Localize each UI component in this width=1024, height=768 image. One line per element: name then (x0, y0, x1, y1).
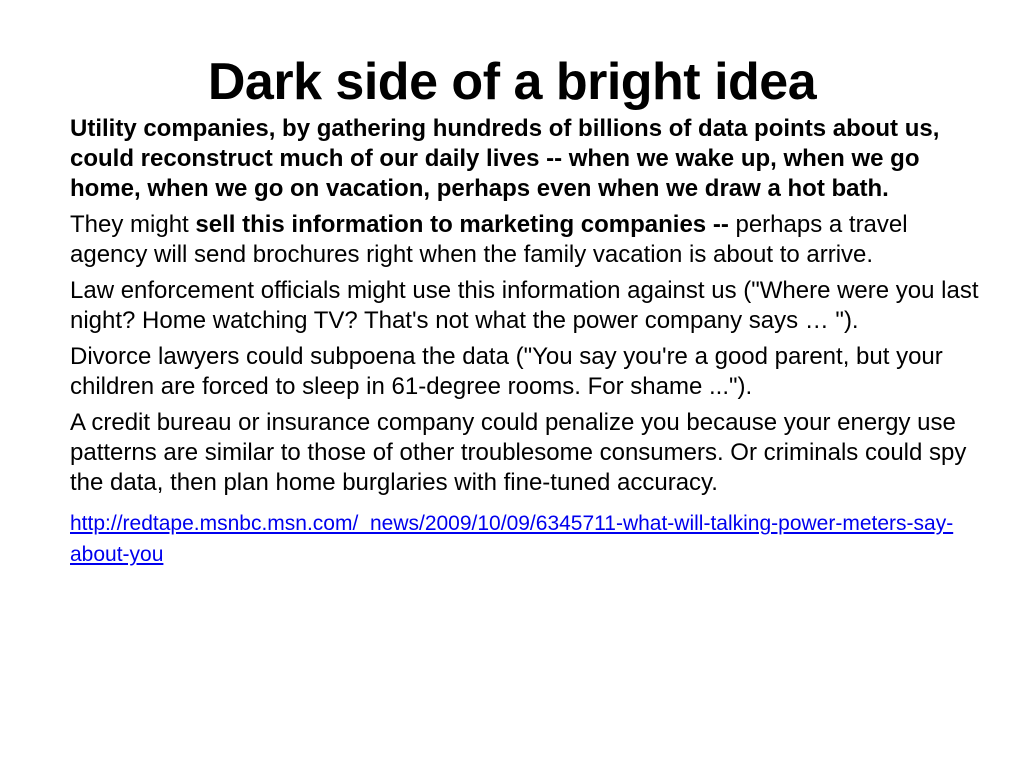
paragraph-marketing-prefix: They might (70, 211, 196, 238)
paragraph-marketing (70, 210, 980, 270)
source-link[interactable]: http://redtape.msnbc.msn.com/_news/2009/10/09/6345711-what-will-talking-power-meters-say-about-you (70, 512, 954, 566)
paragraph-credit-bureau: A credit bureau or insurance company could penalize you because your energy use patterns are similar to those of other troublesome consumers. Or criminals could spy the data, then plan home burglaries with fine-tuned accuracy. (70, 409, 967, 496)
paragraph-marketing-suffix: perhaps a travel agency will send brochures right when the family vacation is about to arrive. (70, 211, 908, 268)
paragraph-utility-companies: Utility companies, by gathering hundreds of billions of data points about us, could reconstruct much of our daily lives -- when we wake up, when we go home, when we go on vacation, perhaps even when we draw a hot bath. (70, 115, 940, 202)
paragraph-marketing-bold: sell this information to marketing companies -- (195, 211, 729, 238)
paragraph-divorce-lawyers: Divorce lawyers could subpoena the data ("You say you're a good parent, but your children are forced to sleep in 61-degree rooms. For shame ..."). (70, 343, 943, 400)
slide-body (70, 114, 980, 570)
slide-title: Dark side of a bright idea (207, 53, 817, 111)
paragraph-law-enforcement: Law enforcement officials might use this information against us ("Where were you last night? Home watching TV? That's not what the power company says … "). (70, 277, 979, 334)
